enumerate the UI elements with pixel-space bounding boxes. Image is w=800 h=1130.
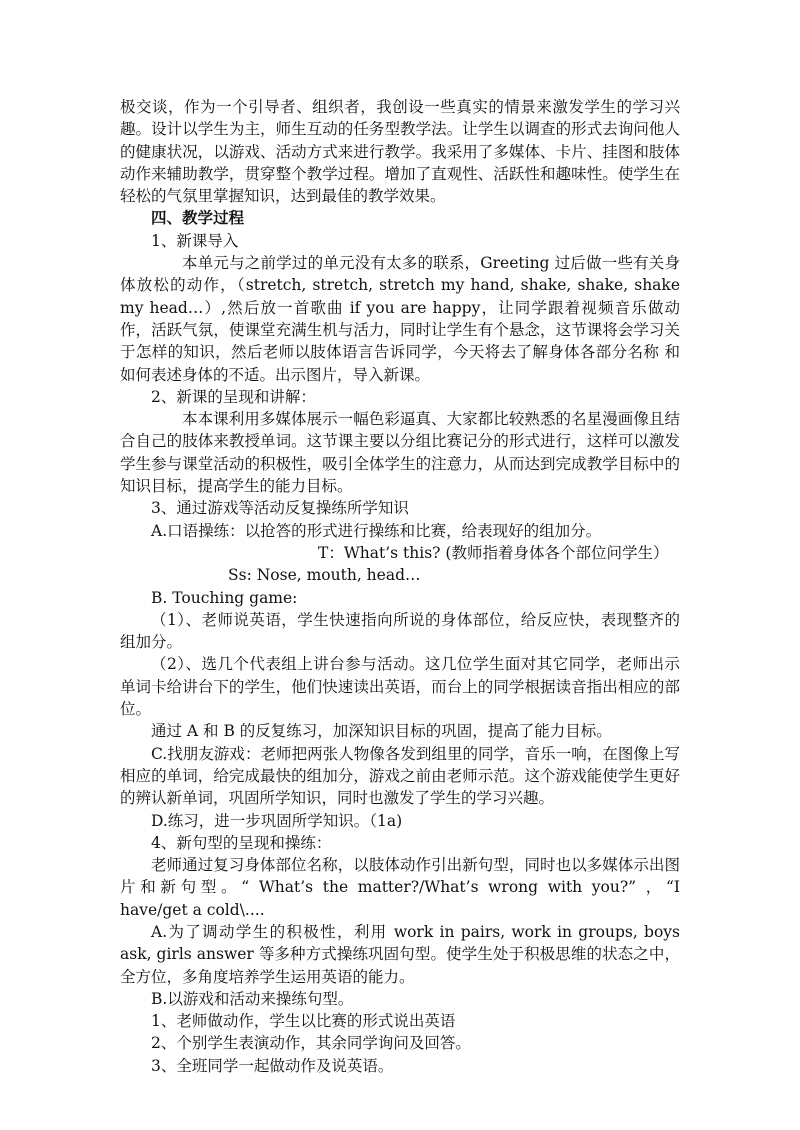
paragraph-games-sentences: B.以游戏和活动来操练句型。 [151, 989, 354, 1008]
dialogue-students-line: Ss: Nose, mouth, head… [228, 566, 421, 585]
paragraph-new-lesson-intro: 本单元与之前学过的单元没有太多的联系，Greeting 过后做一些有关身体放松的动作，（stretch, stretch, stretch my hand, shake, shake, shake my head…）,然后放一首歌曲 if you are happy，让同学跟着视频音乐做动作，活跃气氛，使课堂充满生机与活力，同时让学生有个悬念，这节课将会学习关于怎样的知识，然后老师以肢体语言告诉同学，今天将去了解身体各部分名称 和如何表述身体的不适。出示图片，导入新课。 [120, 254, 680, 384]
paragraph-exercise: D.练习，进一步巩固所学知识。（1a) [151, 811, 403, 830]
paragraph-presentation: 本本课利用多媒体展示一幅色彩逼真、大家都比较熟悉的名星漫画像且结合自己的肢体来教授单词。这节课主要以分组比赛记分的形式进行，这样可以激发学生参与课堂活动的积极性，吸引全体学生的注意力，从而达到完成教学目标中的知识目标，提高学生的能力目标。 [120, 410, 680, 496]
paragraph-oral-practice: A.口语操练：以抢答的形式进行操练和比赛，给表现好的组加分。 [151, 521, 602, 540]
paragraph-find-friends-game: C.找朋友游戏：老师把两张人物像各发到组里的同学，音乐一响，在图像上写相应的单词，给完成最快的组加分，游戏之前由老师示范。这个游戏能使学生更好的辨认新单词，巩固所学知识，同时也激发了学生的学习兴趣。 [120, 744, 680, 808]
paragraph-pair-group-work: A.为了调动学生的积极性，利用 work in pairs, work in groups, boys ask, girls answer 等多种方式操练巩固句型。使学生处于积极思维的状态之中，全方位，多角度培养学生运用英语的能力。 [120, 922, 680, 986]
paragraph-ab-summary: 通过 A 和 B 的反复练习，加深知识目标的巩固，提高了能力目标。 [151, 722, 612, 741]
subheading-new-sentences: 4、新句型的呈现和操练： [151, 833, 332, 852]
list-item-1: 1、老师做动作，学生以比赛的形式说出英语 [151, 1012, 456, 1031]
paragraph-intro-continued: 极交谈，作为一个引导者、组织者，我创设一些真实的情景来激发学生的学习兴趣。设计以学生为主，师生互动的任务型教学法。让学生以调查的形式去询问他人的健康状况，以游戏、活动方式来进行教学。我采用了多媒体、卡片、挂图和肢体动作来辅助教学，贯穿整个教学过程。增加了直观性、活跃性和趣味性。使学生在轻松的气氛里掌握知识，达到最佳的教学效果。 [120, 98, 680, 206]
section-heading-teaching-process: 四、教学过程 [151, 208, 245, 228]
document-body [120, 96, 680, 1077]
subheading-new-lesson-intro: 1、新课导入 [151, 231, 239, 250]
list-item-2: 2、个别学生表演动作，其余同学询问及回答。 [151, 1034, 471, 1053]
subheading-games-practice: 3、通过游戏等活动反复操练所学知识 [151, 499, 409, 518]
list-item-3: 3、全班同学一起做动作及说英语。 [151, 1056, 394, 1075]
subheading-presentation: 2、新课的呈现和讲解： [151, 387, 316, 406]
subheading-touching-game: B. Touching game: [151, 588, 298, 607]
paragraph-touching-step-2: （2）、选几个代表组上讲台参与活动。这几位学生面对其它同学，老师出示单词卡给讲台下的学生，他们快速读出英语，而台上的同学根据读音指出相应的部位。 [120, 655, 680, 719]
paragraph-touching-step-1: （1）、老师说英语，学生快速指向所说的身体部位，给反应快，表现整齐的组加分。 [120, 610, 680, 652]
paragraph-new-sentences: 老师通过复习身体部位名称，以肢体动作引出新句型，同时也以多媒体示出图片和新句型。“ What’s the matter?/What’s wrong with you?” ，“I have/get a cold\.... [120, 856, 680, 919]
dialogue-teacher-line: T：What’s this? (教师指着身体各个部位问学生） [318, 543, 669, 562]
